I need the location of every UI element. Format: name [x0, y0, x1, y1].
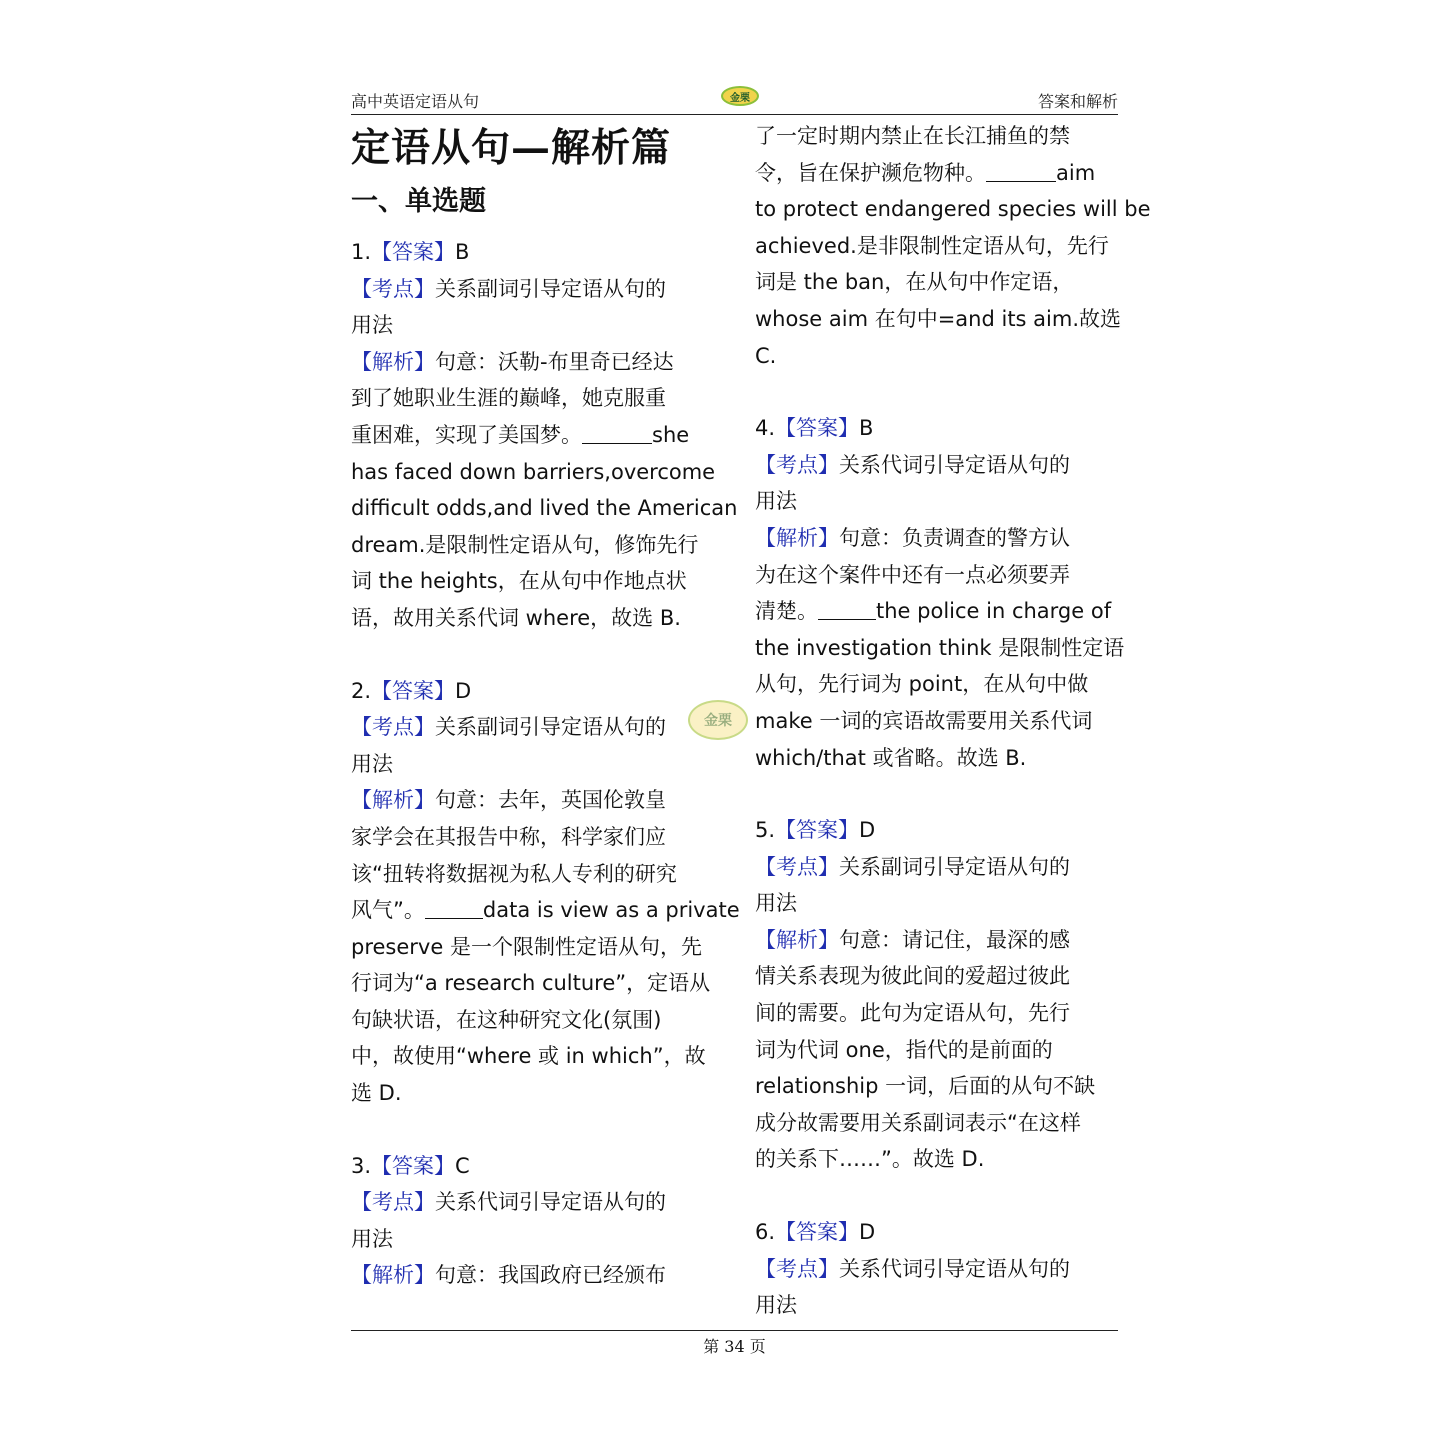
section-title: 一、单选题	[351, 186, 486, 217]
analysis-text: preserve 是一个限制性定语从句，先	[351, 934, 702, 959]
analysis-text: she	[652, 422, 690, 447]
watermark-text: 金栗	[704, 713, 732, 729]
analysis-text: 中，故使用“where 或 in which”，故	[351, 1044, 706, 1069]
point-tag: 【考点】	[755, 452, 839, 477]
analysis-text: 词 the heights，在从句中作地点状	[351, 569, 687, 594]
analysis-text: 词是 the ban，在从句中作定语，	[755, 270, 1074, 295]
answer-value: D	[859, 818, 876, 843]
analysis-text: 语，故用关系代词 where，故选 B.	[351, 605, 681, 630]
answer-value: D	[859, 1220, 876, 1245]
analysis-text: 清楚。	[755, 599, 818, 624]
analysis-text: to protect endangered species will be	[755, 197, 1151, 222]
answer-blank	[986, 159, 1056, 182]
analysis-text: 词为代词 one，指代的是前面的	[755, 1037, 1053, 1062]
point-text: 关系副词引导定语从句的	[839, 854, 1070, 879]
point-text: 关系代词引导定语从句的	[839, 1256, 1070, 1281]
analysis-text: 的关系下……”。故选 D.	[755, 1147, 985, 1172]
answer-blank	[582, 421, 652, 444]
question-3	[351, 1148, 717, 1294]
analysis-text: 到了她职业生涯的巅峰，她克服重	[351, 386, 666, 411]
analysis-text: dream.是限制性定语从句，修饰先行	[351, 532, 699, 557]
question-3-continued	[755, 118, 1151, 374]
point-tag: 【考点】	[351, 715, 435, 740]
analysis-text: 风气”。	[351, 898, 425, 923]
analysis-tag: 【解析】	[351, 349, 435, 374]
answer-tag: 【答案】	[371, 678, 456, 703]
point-text: 用法	[351, 313, 393, 338]
answer-blank	[818, 597, 876, 620]
question-number: 3.	[351, 1153, 372, 1178]
analysis-text: C.	[755, 343, 777, 368]
watermark-logo	[688, 700, 748, 740]
analysis-text: difficult odds,and lived the American	[351, 496, 738, 521]
header-right-title: 答案和解析	[1037, 92, 1118, 111]
answer-tag: 【答案】	[371, 1153, 456, 1178]
question-number: 1.	[351, 240, 372, 264]
analysis-text: 句意：沃勒-布里奇已经达	[435, 349, 674, 374]
answer-tag: 【答案】	[775, 818, 860, 843]
question-6	[755, 1214, 1121, 1324]
answer-value: B	[859, 416, 874, 441]
analysis-text: whose aim 在句中=and its aim.故选	[755, 306, 1122, 331]
point-text: 用法	[755, 891, 797, 916]
analysis-text: aim	[1056, 160, 1096, 185]
analysis-tag: 【解析】	[351, 788, 435, 813]
analysis-text: 令，旨在保护濒危物种。	[755, 160, 986, 185]
point-tag: 【考点】	[351, 1190, 435, 1215]
point-tag: 【考点】	[755, 1256, 839, 1281]
answer-value: C	[455, 1153, 470, 1178]
analysis-text: 了一定时期内禁止在长江捕鱼的禁	[755, 124, 1070, 148]
analysis-text: 行词为“a research culture”，定语从	[351, 971, 711, 996]
analysis-text: 成分故需要用关系副词表示“在这样	[755, 1110, 1081, 1135]
analysis-text: 间的需要。此句为定语从句，先行	[755, 1001, 1070, 1026]
question-1	[351, 234, 738, 637]
point-text: 关系副词引导定语从句的	[435, 276, 666, 301]
page-header	[351, 86, 1118, 115]
analysis-text: 该“扭转将数据视为私人专利的研究	[351, 861, 677, 886]
answer-tag: 【答案】	[775, 1220, 860, 1245]
answer-tag: 【答案】	[371, 240, 456, 264]
analysis-text: 句意：我国政府已经颁布	[435, 1263, 666, 1288]
analysis-text: achieved.是非限制性定语从句，先行	[755, 233, 1109, 258]
point-text: 关系代词引导定语从句的	[839, 452, 1070, 477]
answer-value: B	[455, 240, 470, 264]
point-tag: 【考点】	[351, 276, 435, 301]
question-number: 4.	[755, 416, 776, 441]
analysis-text: 句缺状语，在这种研究文化(氛围)	[351, 1007, 662, 1032]
document-title: 定语从句—解析篇	[351, 125, 672, 171]
page-footer: 第 34 页	[351, 1330, 1118, 1357]
analysis-text: 选 D.	[351, 1081, 402, 1106]
answer-value: D	[455, 678, 472, 703]
question-4	[755, 410, 1125, 776]
analysis-text: 句意：负责调查的警方认	[839, 525, 1070, 550]
analysis-tag: 【解析】	[351, 1263, 435, 1288]
point-text: 关系代词引导定语从句的	[435, 1190, 666, 1215]
point-text: 用法	[755, 1293, 797, 1318]
logo-text: 金栗	[730, 92, 750, 104]
answer-blank	[425, 896, 483, 919]
logo	[721, 86, 759, 106]
analysis-text: which/that 或省略。故选 B.	[755, 745, 1027, 770]
point-text: 用法	[351, 1226, 393, 1251]
analysis-text: 句意：去年，英国伦敦皇	[435, 788, 666, 813]
analysis-text: 句意：请记住，最深的感	[839, 927, 1070, 952]
analysis-text: has faced down barriers,overcome	[351, 459, 716, 484]
analysis-text: 重困难，实现了美国梦。	[351, 422, 582, 447]
point-text: 用法	[755, 489, 797, 514]
analysis-tag: 【解析】	[755, 927, 839, 952]
point-text: 关系副词引导定语从句的	[435, 715, 666, 740]
header-left-title: 高中英语定语从句	[351, 92, 480, 111]
right-column	[755, 118, 1151, 1360]
analysis-text: 家学会在其报告中称，科学家们应	[351, 824, 666, 849]
question-5	[755, 812, 1121, 1178]
analysis-text: the police in charge of	[876, 599, 1112, 624]
question-number: 5.	[755, 818, 776, 843]
analysis-text: make 一词的宾语故需要用关系代词	[755, 708, 1093, 733]
analysis-text: 情关系表现为彼此间的爱超过彼此	[755, 964, 1070, 989]
question-number: 2.	[351, 678, 372, 703]
point-tag: 【考点】	[755, 854, 839, 879]
point-text: 用法	[351, 751, 393, 776]
answer-tag: 【答案】	[775, 416, 860, 441]
analysis-text: 从句，先行词为 point，在从句中做	[755, 672, 1089, 697]
analysis-tag: 【解析】	[755, 525, 839, 550]
analysis-text: 为在这个案件中还有一点必须要弄	[755, 562, 1070, 587]
analysis-text: data is view as a private	[482, 898, 740, 923]
analysis-text: the investigation think 是限制性定语	[755, 635, 1125, 660]
question-number: 6.	[755, 1220, 776, 1245]
analysis-text: relationship 一词，后面的从句不缺	[755, 1074, 1096, 1099]
